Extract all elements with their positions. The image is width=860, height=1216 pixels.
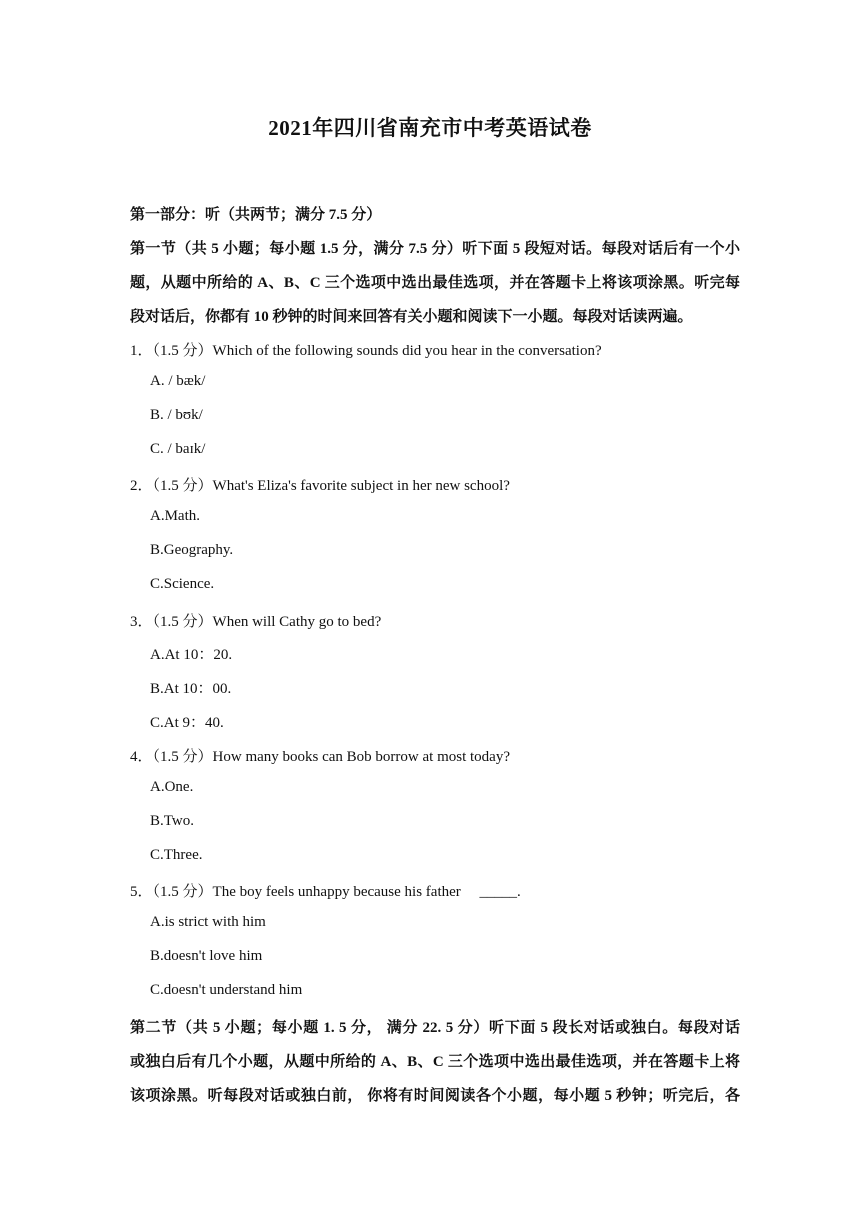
question-text: The boy feels unhappy because his father	[212, 884, 461, 900]
question-2-option-b: B.Geography.	[150, 542, 234, 558]
question-2-option-c: C.Science.	[150, 576, 215, 592]
question-2-option-a: A.Math.	[150, 508, 200, 524]
question-number: 3．	[130, 614, 153, 630]
section1-instructions-line-1: 第一节（共 5 小题；每小题 1.5 分，满分 7.5 分）听下面 5 段短对话。每段对话后有一个小	[130, 241, 740, 257]
question-3-option-b: B.At 10：00.	[150, 681, 232, 697]
section2-instructions-line-1: 第二节（共 5 小题；每小题 1. 5 分， 满分 22. 5 分）听下面 5 段长对话或独白。每段对话	[130, 1020, 740, 1036]
question-4-option-b: B.Two.	[150, 813, 194, 829]
question-text: What's Eliza's favorite subject in her new school?	[212, 478, 510, 494]
question-number: 4．	[130, 749, 153, 765]
question-number: 1．	[130, 343, 153, 359]
question-5-option-c: C.doesn't understand him	[150, 982, 303, 998]
exam-title: 2021年四川省南充市中考英语试卷	[268, 116, 592, 140]
question-5-option-b: B.doesn't love him	[150, 948, 263, 964]
question-text: How many books can Bob borrow at most today?	[212, 749, 510, 765]
question-score: （1.5 分）	[152, 884, 213, 900]
question-1-option-b: B. / bʊk/	[150, 407, 203, 423]
question-5	[130, 880, 740, 901]
part1-heading: 第一部分：听（共两节；满分 7.5 分）	[130, 207, 382, 223]
answer-blank: _____.	[479, 884, 521, 900]
section1-instructions-line-2: 题，从题中所给的 A、B、C 三个选项中选出最佳选项，并在答题卡上将该项涂黑。听完每	[130, 275, 740, 291]
question-4-option-a: A.One.	[150, 779, 194, 795]
question-5-option-a: A.is strict with him	[150, 914, 266, 930]
question-2	[130, 474, 740, 495]
section2-instructions-line-2: 或独白后有几个小题，从题中所给的 A、B、C 三个选项中选出最佳选项，并在答题卡上将	[130, 1054, 740, 1070]
question-text: Which of the following sounds did you hear in the conversation?	[212, 343, 602, 359]
question-3	[130, 610, 740, 631]
question-3-option-c: C.At 9：40.	[150, 715, 224, 731]
question-number: 5．	[130, 884, 153, 900]
question-text: When will Cathy go to bed?	[212, 614, 382, 630]
question-score: （1.5 分）	[152, 478, 213, 494]
question-1	[130, 339, 740, 360]
question-3-option-a: A.At 10：20.	[150, 647, 233, 663]
question-1-option-a: A. / bæk/	[150, 373, 206, 389]
question-score: （1.5 分）	[152, 614, 213, 630]
question-4	[130, 745, 740, 766]
question-score: （1.5 分）	[152, 749, 213, 765]
question-number: 2．	[130, 478, 153, 494]
question-4-option-c: C.Three.	[150, 847, 203, 863]
section1-instructions-line-3: 段对话后，你都有 10 秒钟的时间来回答有关小题和阅读下一小题。每段对话读两遍。	[130, 309, 693, 325]
question-score: （1.5 分）	[152, 343, 213, 359]
section2-instructions-line-3: 该项涂黑。听每段对话或独白前， 你将有时间阅读各个小题，每小题 5 秒钟；听完后，各	[130, 1088, 740, 1104]
question-1-option-c: C. / baɪk/	[150, 441, 206, 457]
